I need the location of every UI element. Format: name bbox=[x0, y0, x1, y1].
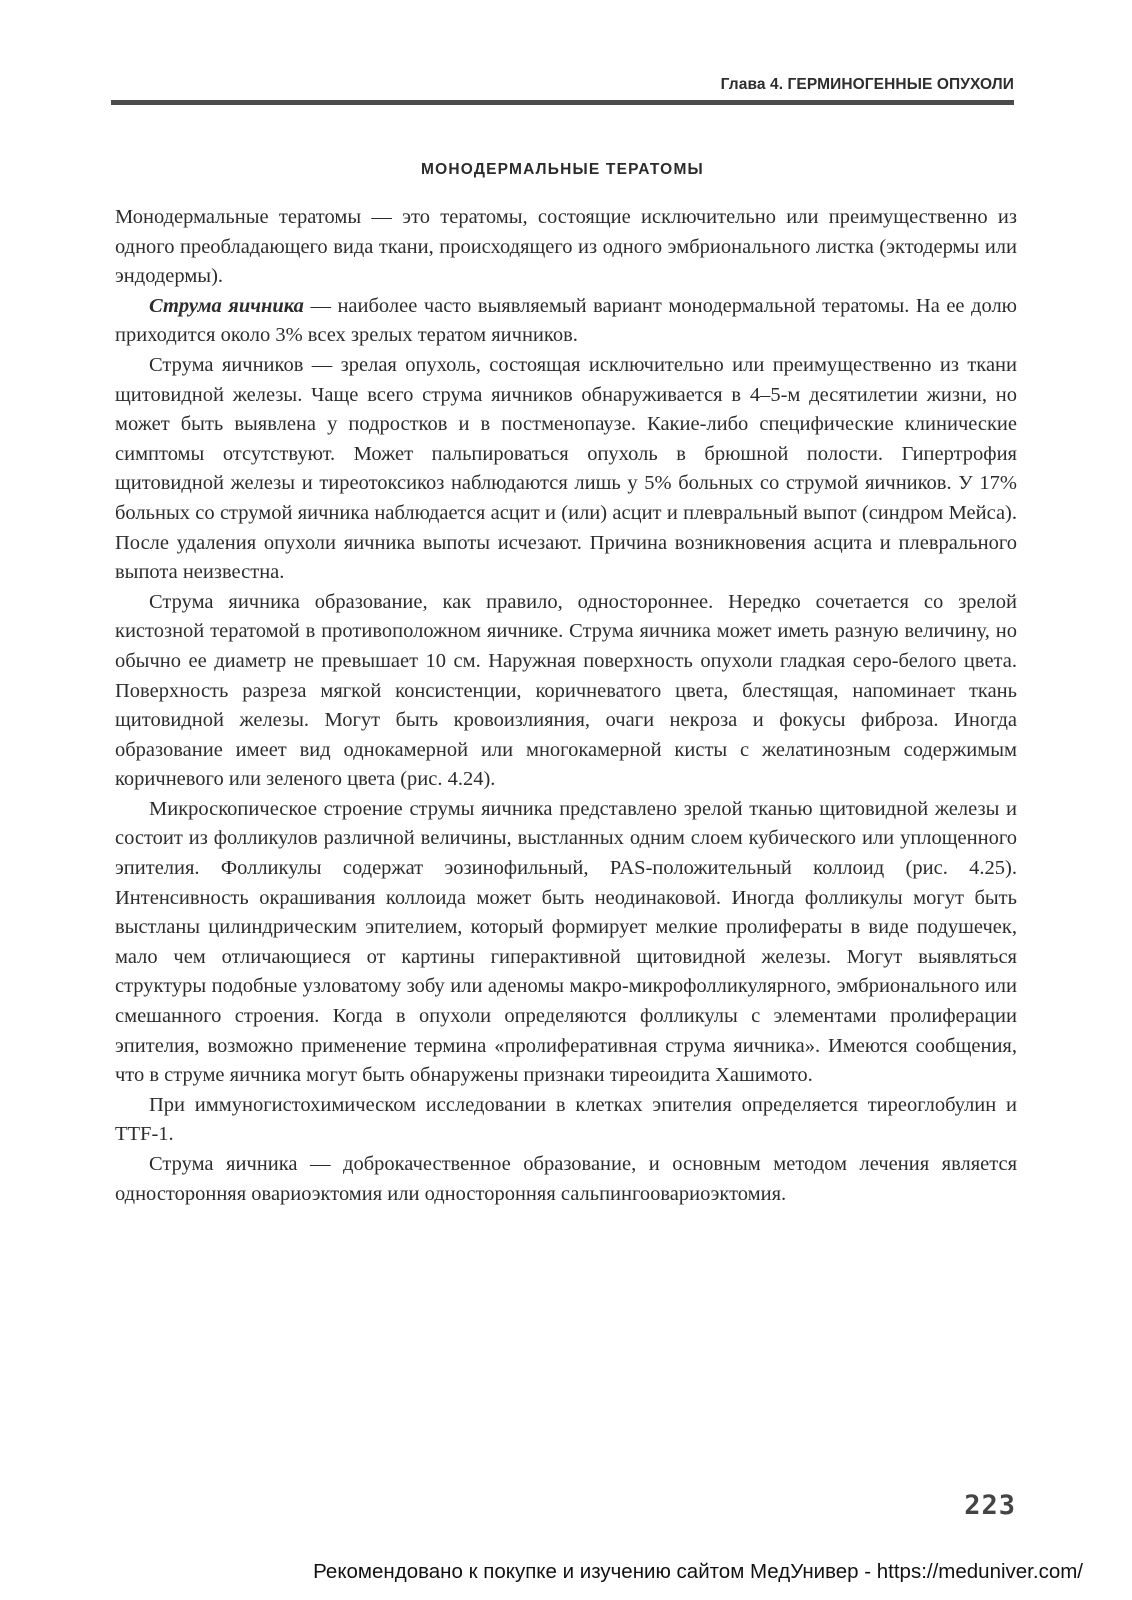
paragraph-struma-intro bbox=[115, 292, 1017, 351]
paragraph-text: — наиболее часто выявляемый вариант монодермальной тератомы. На ее долю приходится около 3% всех зрелых тератом яичников. bbox=[115, 294, 1017, 347]
paragraph-text: Струма яичников — зрелая опухоль, состоящая исключительно или преимущественно из ткани щитовидной железы. Чаще всего струма яичников обнаруживается в 4–5-м десятилетии жизни, но может быть выявлена у подростков и в постменопаузе. Какие-либо специфические клинические симптомы отсутствуют. Может пальпироваться опухоль в брюшной полости. Гипертрофия щитовидной железы и тиреотоксикоз наблюдаются лишь у 5% больных со струмой яичников. У 17% больных со струмой яичника наблюдается асцит и (или) асцит и плевральный выпот (синдром Мейса). После удаления опухоли яичника выпоты исчезают. Причина возникновения асцита и плеврального выпота неизвестна. bbox=[115, 353, 1017, 584]
running-header bbox=[111, 72, 1014, 106]
paragraph-text: Струма яичника образование, как правило, одностороннее. Нередко сочетается со зрелой кистозной тератомой в противоположном яичнике. Струма яичника может иметь разную величину, но обычно ее диаметр не превышает 10 см. Наружная поверхность опухоли гладкая серо-белого цвета. Поверхность разреза мягкой консистенции, коричневатого цвета, блестящая, напоминает ткань щитовидной железы. Могут быть кровоизлияния, очаги некроза и фокусы фиброза. Иногда образование имеет вид однокамерной или многокамерной кисты с желатинозным содержимым коричневого или зеленого цвета (рис. 4.24). bbox=[115, 590, 1017, 791]
paragraph-microscopic bbox=[115, 795, 1017, 1091]
section-title: МОНОДЕРМАЛЬНЫЕ ТЕРАТОМЫ bbox=[421, 161, 704, 178]
paragraph-text: Струма яичника — доброкачественное образование, и основным методом лечения является односторонняя овариоэктомия или односторонняя сальпингоовариоэктомия. bbox=[115, 1153, 1017, 1205]
page-number: 223 bbox=[964, 1490, 1016, 1521]
paragraph-clinical bbox=[115, 351, 1017, 588]
paragraph-text: При иммуногистохимическом исследовании в клетках эпителия определяется тиреоглобулин и TTF-1. bbox=[115, 1093, 1017, 1146]
paragraph-treatment bbox=[115, 1150, 1017, 1209]
footer-recommendation: Рекомендовано к покупке и изучению сайтом МедУнивер - https://meduniver.com/ bbox=[313, 1560, 1083, 1583]
paragraph-text: Микроскопическое строение струмы яичника представлено зрелой тканью щитовидной железы и состоит из фолликулов различной величины, выстланных одним слоем кубического или уплощенного эпителия. Фолликулы содержат эозинофильный, PAS-положительный коллоид (рис. 4.25). Интенсивность окрашивания коллоида может быть неодинаковой. Иногда фолликулы могут быть выстланы цилиндрическим эпителием, который формирует мелкие пролифераты в виде подушечек, мало чем отличающиеся от картины гиперактивной щитовидной железы. Могут выявляться структуры подобные узловатому зобу или аденомы макро-микрофолликулярного, эмбрионального или смешанного строения. Когда в опухоли определяются фолликулы с элементами пролиферации эпителия, возможно применение термина «пролиферативная струма яичника». Имеются сообщения, что в струме яичника могут быть обнаружены признаки тиреоидита Хашимото. bbox=[115, 797, 1017, 1087]
paragraph-text: Монодермальные тератомы — это тератомы, состоящие исключительно или преимущественно из одного преобладающего вида ткани, происходящего из одного эмбрионального листка (эктодермы или эндодермы). bbox=[115, 206, 1017, 288]
paragraph-immunohistochemistry bbox=[115, 1091, 1017, 1150]
paragraph-definition bbox=[115, 203, 1017, 292]
header-rule bbox=[111, 100, 1014, 105]
paragraph-macroscopic bbox=[115, 588, 1017, 795]
term-struma-ovarii: Струма яичника bbox=[149, 294, 304, 317]
chapter-title: Глава 4. ГЕРМИНОГЕННЫЕ ОПУХОЛИ bbox=[720, 76, 1014, 93]
body-text bbox=[115, 203, 1017, 1209]
